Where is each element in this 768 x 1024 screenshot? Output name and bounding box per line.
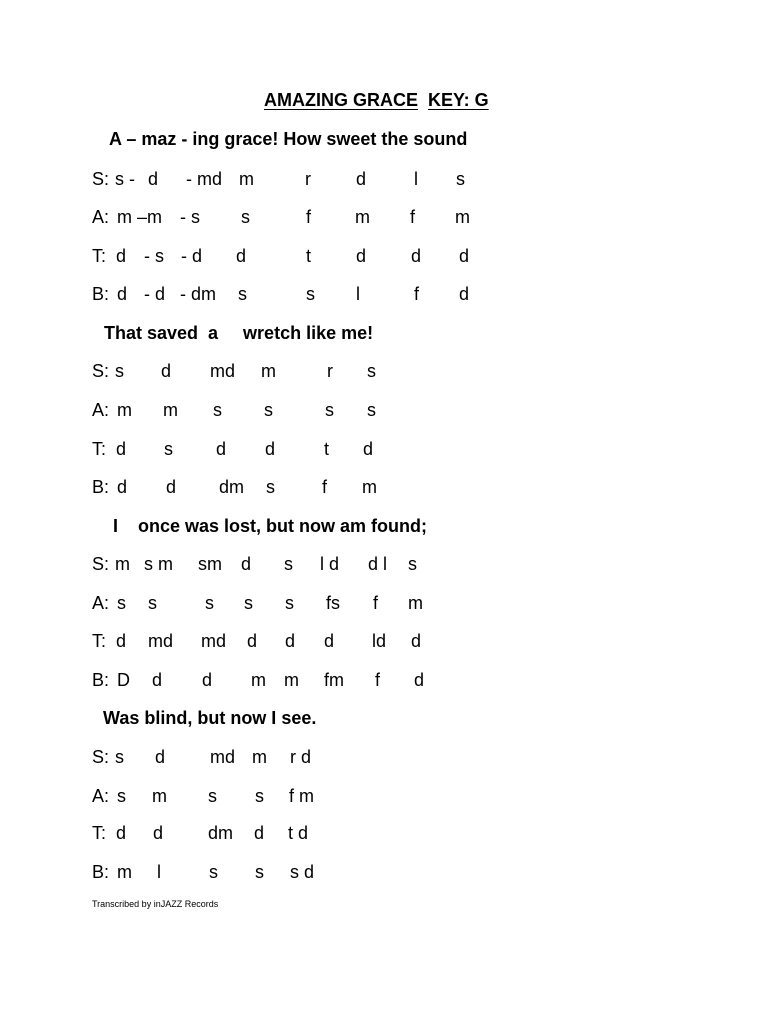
voice-label: B: — [92, 284, 110, 304]
voice-label: B: — [92, 670, 110, 690]
voice-label: T: — [92, 439, 107, 459]
solfa-note: t d — [288, 823, 309, 843]
solfa-note: d — [117, 477, 128, 497]
solfa-note: m — [117, 862, 132, 882]
solfa-note: s — [244, 593, 253, 613]
solfa-note: - md — [186, 169, 222, 189]
solfa-note: r — [305, 169, 311, 189]
solfa-note: - dm — [180, 284, 216, 304]
solfa-note: d — [459, 284, 470, 304]
solfa-note: s — [255, 862, 264, 882]
lyric-line-2: That saved a wretch like me! — [104, 323, 374, 343]
solfa-note: f — [373, 593, 379, 613]
solfa-note: d — [202, 670, 213, 690]
solfa-note: d — [414, 670, 425, 690]
solfa-note: s — [284, 554, 293, 574]
solfa-note: d — [166, 477, 177, 497]
solfa-note: f — [322, 477, 328, 497]
solfa-note: s — [238, 284, 247, 304]
solfa-note: m — [455, 207, 470, 227]
solfa-note: d — [116, 246, 127, 266]
solfa-note: s — [367, 361, 376, 381]
page-title — [264, 88, 489, 112]
solfa-note: d — [363, 439, 374, 459]
solfa-note: l d — [320, 554, 340, 574]
solfa-note: m — [261, 361, 276, 381]
solfa-note: s - — [115, 169, 135, 189]
solfa-note: md — [210, 747, 236, 767]
voice-label: A: — [92, 593, 110, 613]
solfa-note: - d — [181, 246, 203, 266]
solfa-note: d — [459, 246, 470, 266]
solfa-note: s — [255, 786, 264, 806]
solfa-note: md — [201, 631, 227, 651]
solfa-note: m — [239, 169, 254, 189]
solfa-note: m — [252, 747, 267, 767]
song-key: KEY: G — [428, 90, 489, 110]
solfa-note: s — [117, 593, 126, 613]
solfa-note: s — [117, 786, 126, 806]
voice-label: T: — [92, 823, 107, 843]
solfa-note: m –m — [117, 207, 162, 227]
voice-label: B: — [92, 477, 110, 497]
solfa-note: - s — [144, 246, 164, 266]
solfa-note: m — [115, 554, 130, 574]
voice-label: B: — [92, 862, 110, 882]
solfa-note: - s — [180, 207, 200, 227]
solfa-note: s — [306, 284, 315, 304]
lyric-line-4: Was blind, but now I see. — [103, 708, 317, 728]
solfa-note: f — [410, 207, 416, 227]
solfa-note: s — [241, 207, 250, 227]
solfa-note: r — [327, 361, 333, 381]
solfa-note: - d — [144, 284, 166, 304]
solfa-note: m — [251, 670, 266, 690]
solfa-note: d — [116, 631, 127, 651]
solfa-note: s — [148, 593, 157, 613]
solfa-note: d — [116, 823, 127, 843]
solfa-note: m — [284, 670, 299, 690]
transcription-credit: Transcribed by inJAZZ Records — [92, 899, 219, 909]
solfa-note: f — [414, 284, 420, 304]
solfa-note: fs — [326, 593, 341, 613]
solfa-note: s — [456, 169, 465, 189]
solfa-note: s d — [290, 862, 315, 882]
solfa-note: d — [117, 284, 128, 304]
solfa-note: f — [306, 207, 312, 227]
solfa-note: d — [356, 169, 367, 189]
voice-label: S: — [92, 554, 110, 574]
solfa-note: d — [148, 169, 159, 189]
voice-label: S: — [92, 361, 110, 381]
solfa-note: m — [355, 207, 370, 227]
solfa-note: s — [367, 400, 376, 420]
solfa-note: dm — [208, 823, 234, 843]
solfa-note: d — [411, 631, 422, 651]
solfa-note: fm — [324, 670, 344, 690]
solfa-note: d — [247, 631, 258, 651]
solfa-note: l — [414, 169, 418, 189]
solfa-note: s m — [144, 554, 173, 574]
solfa-note: s — [264, 400, 273, 420]
solfa-note: l — [157, 862, 161, 882]
solfa-note: d — [153, 823, 164, 843]
solfa-note: d — [152, 670, 163, 690]
solfa-note: m — [163, 400, 178, 420]
solfa-note: d — [161, 361, 172, 381]
solfa-note: d — [155, 747, 166, 767]
solfa-note: s — [408, 554, 417, 574]
voice-label: T: — [92, 631, 107, 651]
solfa-note: d — [285, 631, 296, 651]
solfa-note: s — [266, 477, 275, 497]
solfa-note: s — [115, 747, 124, 767]
voice-label: S: — [92, 169, 110, 189]
voice-label: A: — [92, 786, 110, 806]
voice-label: A: — [92, 400, 110, 420]
solfa-note: f m — [289, 786, 314, 806]
solfa-note: m — [117, 400, 132, 420]
solfa-note: m — [362, 477, 377, 497]
solfa-note: s — [164, 439, 173, 459]
solfa-note: d — [254, 823, 265, 843]
solfa-note: s — [285, 593, 294, 613]
solfa-note: s — [213, 400, 222, 420]
solfa-note: r d — [290, 747, 312, 767]
solfa-note: f — [375, 670, 381, 690]
voice-label: A: — [92, 207, 110, 227]
solfa-note: d — [411, 246, 422, 266]
solfa-note: t — [324, 439, 330, 459]
solfa-note: d — [116, 439, 127, 459]
solfa-note: s — [208, 786, 217, 806]
solfa-note: s — [209, 862, 218, 882]
solfa-note: d — [241, 554, 252, 574]
solfa-note: s — [115, 361, 124, 381]
solfa-note: d — [324, 631, 335, 651]
solfa-note: ld — [372, 631, 387, 651]
solfa-note: md — [210, 361, 236, 381]
solfa-note: m — [152, 786, 167, 806]
solfa-note: D — [117, 670, 130, 690]
solfa-note: d — [356, 246, 367, 266]
solfa-note: s — [205, 593, 214, 613]
lyric-line-3: I once was lost, but now am found; — [113, 516, 428, 536]
solfa-note: d — [236, 246, 247, 266]
solfa-note: s — [325, 400, 334, 420]
solfa-note: t — [306, 246, 312, 266]
solfa-note: m — [408, 593, 423, 613]
voice-label: S: — [92, 747, 110, 767]
solfa-note: l — [356, 284, 360, 304]
solfa-note: d l — [368, 554, 388, 574]
solfa-note: sm — [198, 554, 222, 574]
solfa-note: d — [216, 439, 227, 459]
solfa-note: d — [265, 439, 276, 459]
song-title: AMAZING GRACE — [264, 90, 418, 110]
lyric-line-1: A – maz - ing grace! How sweet the sound — [109, 129, 468, 149]
solfa-note: dm — [219, 477, 245, 497]
voice-label: T: — [92, 246, 107, 266]
solfa-note: md — [148, 631, 174, 651]
